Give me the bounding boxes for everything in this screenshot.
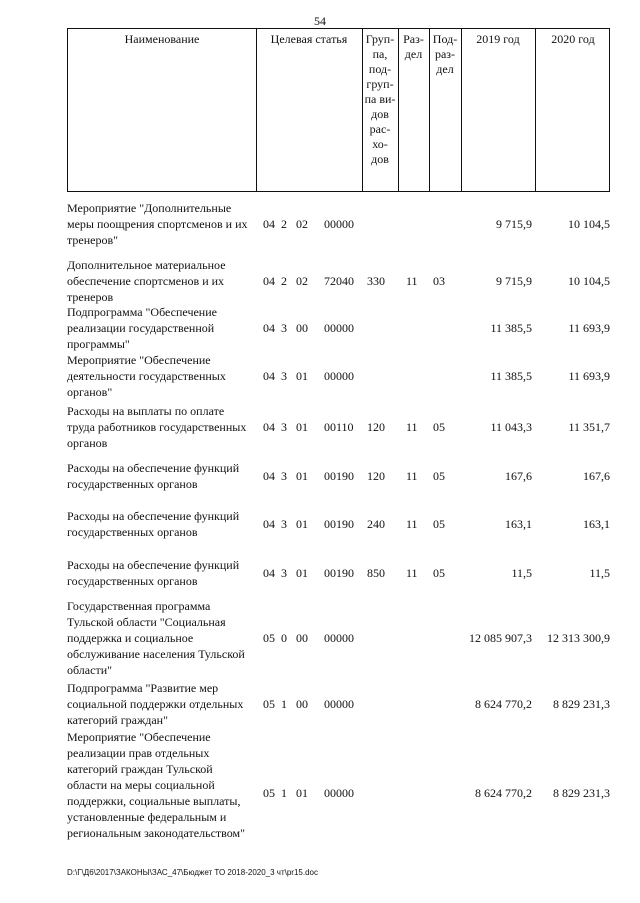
- code-subprogram: 3: [281, 420, 287, 434]
- code-subprogram: 3: [281, 566, 287, 580]
- code-program: 04: [263, 369, 275, 383]
- code-subprogram: 3: [281, 321, 287, 335]
- row-name: Расходы на обеспечение функций государственных органов: [67, 509, 240, 539]
- table-row: [67, 460, 610, 492]
- code-section: 11: [406, 469, 418, 483]
- row-name: Мероприятие "Дополнительные меры поощрения спортсменов и их тренеров": [67, 201, 248, 247]
- header-2020: 2020 год: [551, 32, 595, 46]
- table-row: [67, 729, 610, 857]
- value-2019: 11 043,3: [490, 420, 532, 434]
- code-section: 11: [406, 566, 418, 580]
- code-program: 04: [263, 217, 275, 231]
- value-2020: 10 104,5: [568, 217, 610, 231]
- code-direction: 00000: [324, 631, 354, 645]
- code-subsection: 05: [433, 517, 445, 531]
- code-program: 04: [263, 469, 275, 483]
- table-row: [67, 352, 610, 400]
- code-event: 01: [296, 369, 308, 383]
- code-direction: 00110: [324, 420, 354, 434]
- code-section: 11: [406, 420, 418, 434]
- table-row: [67, 598, 610, 678]
- code-event: 01: [296, 420, 308, 434]
- value-2020: 10 104,5: [568, 274, 610, 288]
- value-2020: 11 693,9: [568, 321, 610, 335]
- code-program: 04: [263, 566, 275, 580]
- row-name: Государственная программа Тульской области "Социальная поддержка и социальное обслуживание населения Тульской области": [67, 599, 245, 677]
- value-2019: 167,6: [505, 469, 532, 483]
- value-2019: 163,1: [505, 517, 532, 531]
- header-divider: [461, 29, 462, 191]
- code-subprogram: 1: [281, 697, 287, 711]
- value-2019: 9 715,9: [496, 217, 532, 231]
- code-event: 02: [296, 217, 308, 231]
- table-row: [67, 680, 610, 728]
- value-2019: 8 624 770,2: [475, 697, 532, 711]
- code-subprogram: 3: [281, 369, 287, 383]
- value-2020: 8 829 231,3: [553, 786, 610, 800]
- code-direction: 00000: [324, 321, 354, 335]
- code-subsection: 05: [433, 420, 445, 434]
- code-direction: 00190: [324, 469, 354, 483]
- code-program: 04: [263, 420, 275, 434]
- code-direction: 00190: [324, 517, 354, 531]
- code-program: 05: [263, 631, 275, 645]
- value-2019: 11 385,5: [490, 321, 532, 335]
- value-2020: 12 313 300,9: [547, 631, 610, 645]
- code-event: 01: [296, 566, 308, 580]
- code-program: 04: [263, 274, 275, 288]
- file-path-footer: D:\Г\Д6\2017\ЗАКОНЫ\ЗАС_47\Бюджет ТО 2018-2020_3 чт\pr15.doc: [67, 868, 318, 877]
- value-2020: 11 693,9: [568, 369, 610, 383]
- header-divider: [256, 29, 257, 191]
- code-subprogram: 2: [281, 274, 287, 288]
- code-group: 330: [367, 274, 385, 288]
- value-2020: 11,5: [589, 566, 610, 580]
- row-name: Подпрограмма "Развитие мер социальной поддержки отдельных категорий граждан": [67, 681, 244, 727]
- header-section: Раз- дел: [403, 32, 424, 61]
- table-row: [67, 557, 610, 589]
- header-group: Груп- па, под- груп- па ви- дов рас- хо- дов: [364, 32, 396, 166]
- code-event: 01: [296, 786, 308, 800]
- header-target: Целевая статья: [270, 32, 348, 46]
- code-group: 850: [367, 566, 385, 580]
- value-2019: 8 624 770,2: [475, 786, 532, 800]
- code-direction: 00000: [324, 369, 354, 383]
- value-2020: 163,1: [583, 517, 610, 531]
- code-event: 01: [296, 469, 308, 483]
- code-direction: 00000: [324, 217, 354, 231]
- code-event: 01: [296, 517, 308, 531]
- row-name: Дополнительное материальное обеспечение спортсменов и их тренеров: [67, 258, 226, 304]
- code-direction: 00000: [324, 786, 354, 800]
- header-subsection: Под- раз- дел: [432, 32, 458, 76]
- row-name: Мероприятие "Обеспечение реализации прав отдельных категорий граждан Тульской области на меры социальной поддержки, социальные выплаты, установленные федеральным и региональным законодательством": [67, 730, 245, 840]
- row-name: Подпрограмма "Обеспечение реализации государственной программы": [67, 305, 217, 351]
- code-event: 00: [296, 697, 308, 711]
- row-name: Мероприятие "Обеспечение деятельности государственных органов": [67, 353, 226, 399]
- header-divider: [535, 29, 536, 191]
- code-subsection: 03: [433, 274, 445, 288]
- code-program: 04: [263, 321, 275, 335]
- code-event: 00: [296, 321, 308, 335]
- header-name: Наименование: [124, 32, 200, 46]
- table-row: [67, 200, 610, 248]
- code-section: 11: [406, 274, 418, 288]
- code-group: 120: [367, 420, 385, 434]
- header-2019: 2019 год: [476, 32, 520, 46]
- code-event: 00: [296, 631, 308, 645]
- code-program: 05: [263, 786, 275, 800]
- code-direction: 00000: [324, 697, 354, 711]
- code-event: 02: [296, 274, 308, 288]
- value-2019: 11,5: [511, 566, 532, 580]
- code-subprogram: 0: [281, 631, 287, 645]
- code-direction: 72040: [324, 274, 354, 288]
- value-2019: 9 715,9: [496, 274, 532, 288]
- code-subsection: 05: [433, 469, 445, 483]
- table-row: [67, 304, 610, 352]
- code-group: 240: [367, 517, 385, 531]
- table-row: [67, 257, 610, 305]
- value-2020: 11 351,7: [568, 420, 610, 434]
- value-2019: 11 385,5: [490, 369, 532, 383]
- value-2019: 12 085 907,3: [469, 631, 532, 645]
- table-row: [67, 403, 610, 451]
- table-header: [67, 28, 610, 192]
- row-name: Расходы на обеспечение функций государственных органов: [67, 558, 240, 588]
- code-subprogram: 1: [281, 786, 287, 800]
- code-subprogram: 3: [281, 517, 287, 531]
- page-number: 54: [314, 14, 326, 28]
- code-program: 05: [263, 697, 275, 711]
- code-section: 11: [406, 517, 418, 531]
- code-program: 04: [263, 517, 275, 531]
- code-subsection: 05: [433, 566, 445, 580]
- code-subprogram: 3: [281, 469, 287, 483]
- table-row: [67, 508, 610, 540]
- code-direction: 00190: [324, 566, 354, 580]
- code-group: 120: [367, 469, 385, 483]
- row-name: Расходы на выплаты по оплате труда работников государственных органов: [67, 404, 247, 450]
- code-subprogram: 2: [281, 217, 287, 231]
- row-name: Расходы на обеспечение функций государственных органов: [67, 461, 240, 491]
- value-2020: 8 829 231,3: [553, 697, 610, 711]
- value-2020: 167,6: [583, 469, 610, 483]
